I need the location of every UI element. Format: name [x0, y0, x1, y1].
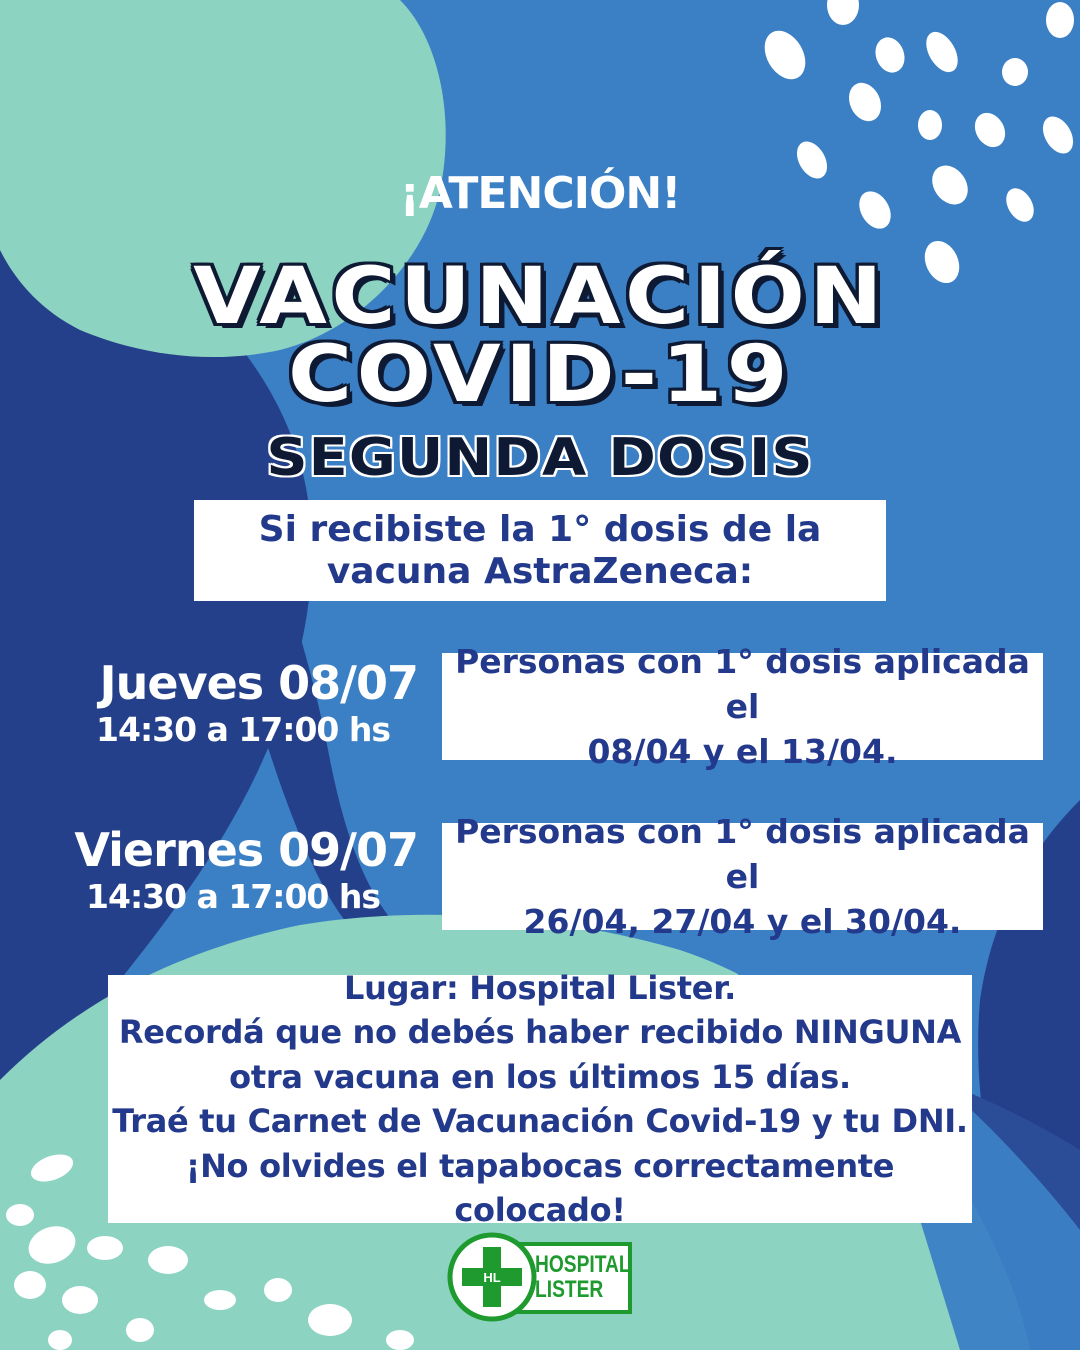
logo-name-line-1: HOSPITAL [535, 1251, 631, 1278]
info-line-1: Personas con 1° dosis aplicada el [455, 812, 1030, 896]
attention-heading: ¡ATENCIÓN! [399, 168, 681, 219]
notes-line-2: Recordá que no debés haber recibido NINGUNA [118, 1013, 962, 1051]
schedule-day-friday [20, 823, 418, 917]
info-line-2: 08/04 y el 13/04. [587, 732, 898, 771]
notes-box [108, 968, 972, 1229]
logo-initials: HL [483, 1270, 501, 1285]
day-label: Viernes 09/07 [74, 823, 418, 877]
info-line-2: 26/04, 27/04 y el 30/04. [523, 902, 962, 941]
time-range: 14:30 a 17:00 hs [96, 710, 390, 749]
notes-line-5: ¡No olvides el tapabocas correctamente colocado! [185, 1146, 895, 1229]
logo-name-line-2: LISTER [535, 1276, 604, 1303]
notes-line-3: otra vacuna en los últimos 15 días. [229, 1057, 851, 1096]
notes-location: Lugar: Hospital Lister. [344, 968, 736, 1007]
info-line-1: Personas con 1° dosis aplicada el [455, 642, 1030, 726]
title-covid: COVID-19 [288, 330, 792, 420]
intro-line-2: vacuna AstraZeneca: [326, 550, 754, 592]
intro-line-1: Si recibiste la 1° dosis de la [258, 508, 822, 550]
hospital-lister-logo [447, 1230, 632, 1325]
time-range: 14:30 a 17:00 hs [86, 877, 380, 916]
schedule-day-thursday [20, 656, 418, 750]
logo-text [535, 1252, 631, 1302]
intro-box [194, 500, 886, 601]
schedule-info-friday [442, 812, 1043, 941]
schedule-info-thursday [442, 642, 1043, 771]
day-label: Jueves 08/07 [99, 656, 418, 710]
title-vacunacion: VACUNACIÓN [193, 252, 887, 342]
subtitle-segunda-dosis: SEGUNDA DOSIS [266, 428, 814, 488]
notes-line-4: Traé tu Carnet de Vacunación Covid-19 y tu DNI. [112, 1102, 968, 1140]
